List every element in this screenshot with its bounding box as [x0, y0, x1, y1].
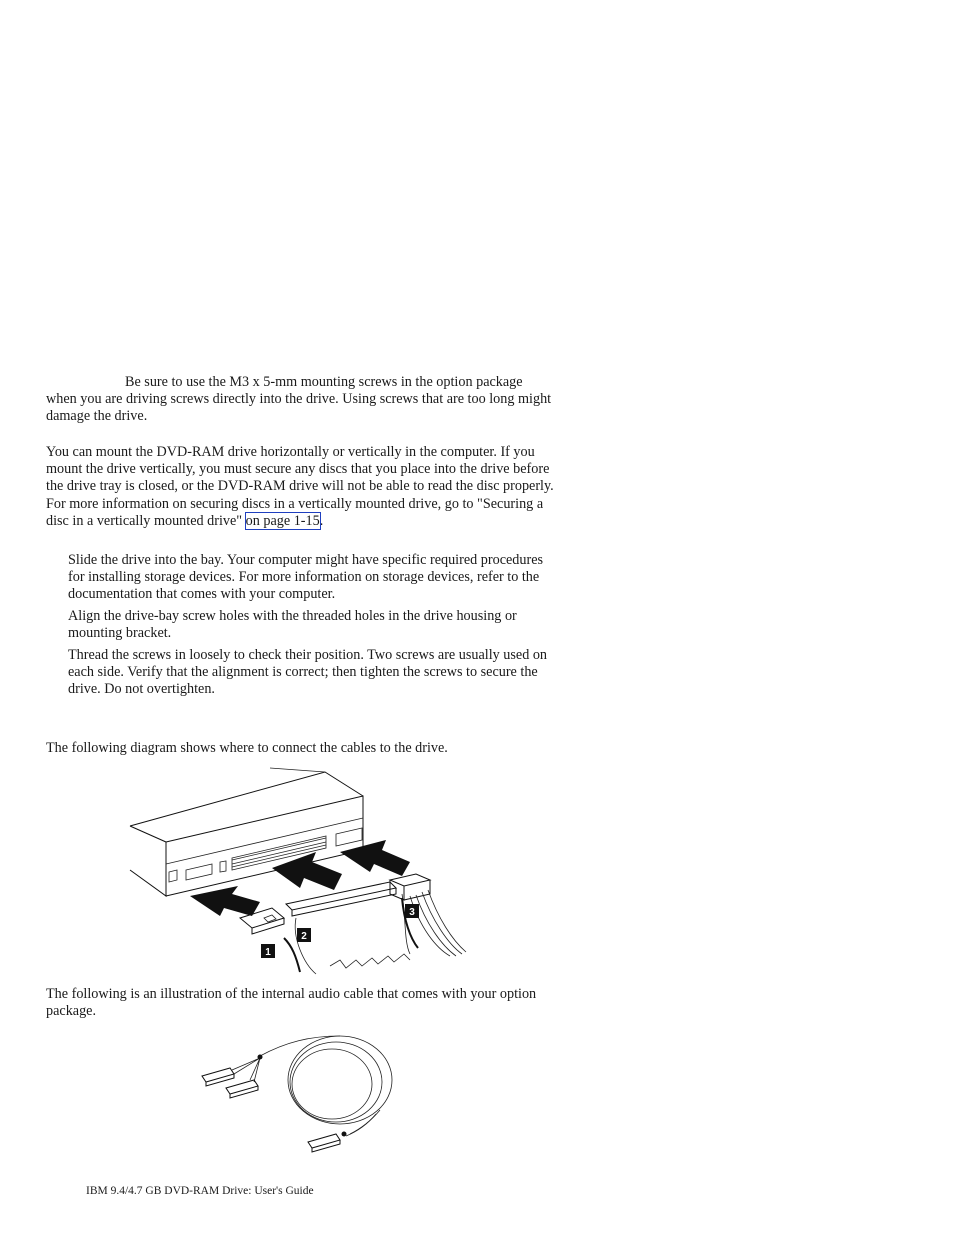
drive-side	[130, 826, 166, 896]
power-wire-3	[422, 892, 462, 954]
connector-a-side	[206, 1074, 234, 1086]
arrow-3-icon	[340, 840, 410, 876]
step-2: Align the drive-bay screw holes with the threaded holes in the drive housing or mounting bracket.	[68, 608, 517, 642]
connector-c-side	[312, 1140, 340, 1152]
power-connector	[336, 828, 362, 846]
connector-b-side	[230, 1086, 258, 1098]
callout-1	[261, 944, 275, 958]
svg-text:1: 1	[265, 947, 271, 958]
audio-intro: The following is an illustration of the internal audio cable that comes with your option package.	[46, 986, 537, 1020]
page-reference-link[interactable]: on page 1-15	[245, 512, 320, 529]
jumper-block	[169, 870, 177, 882]
power-wire-4	[428, 890, 466, 952]
cable-coil-inner	[292, 1049, 372, 1119]
svg-text:2: 2	[301, 931, 307, 942]
cable-coil-middle	[290, 1042, 382, 1122]
mounting-paragraph	[46, 444, 556, 530]
mounting-text: You can mount the DVD-RAM drive horizontally or vertically in the computer. If you mount the drive vertically, you must secure any discs that you place into the drive before the drive tray is closed, or the DVD-RAM drive will not be able to read the disc properly. For more information on securing discs in a vertically mounted drive, go to "Securing a disc in a vertically mounted drive"	[46, 444, 554, 529]
step-3: Thread the screws in loosely to check their position. Two screws are usually used on each side. Verify that the alignment is correct; then tighten the screws to secure the drive. Do not overtighten.	[68, 647, 548, 698]
cable-lead-top	[260, 1036, 340, 1056]
step-1: Slide the drive into the bay. Your computer might have specific required procedures for installing storage devices. For more information on storage devices, refer to the documentation that comes with your computer.	[68, 552, 544, 603]
cables-intro: The following diagram shows where to connect the cables to the drive.	[46, 740, 448, 756]
power-plug-top	[390, 874, 430, 886]
power-wire-2	[416, 895, 456, 956]
jumper-pins	[220, 861, 226, 872]
cable-split-wires	[232, 1058, 260, 1082]
mounting-end: .	[319, 512, 324, 529]
drive-edge	[270, 768, 325, 772]
page-footer: IBM 9.4/4.7 GB DVD-RAM Drive: User's Guide	[86, 1185, 314, 1197]
cable-junction-bottom	[342, 1132, 347, 1137]
arrow-1-icon	[190, 886, 260, 916]
connector-a	[202, 1068, 234, 1082]
connector-b	[226, 1080, 258, 1094]
connector-c	[308, 1134, 340, 1148]
callout-3	[405, 904, 419, 918]
cable-lead-bottom-2	[346, 1114, 376, 1136]
audio-cable-illustration	[190, 1030, 410, 1155]
callout-2	[297, 928, 311, 942]
note-paragraph: Be sure to use the M3 x 5-mm mounting screws in the option package when you are driving screws directly into the drive. Using screws that are too long might damage the drive.	[46, 374, 552, 425]
svg-text:3: 3	[409, 907, 415, 918]
drive-cable-diagram	[120, 768, 480, 978]
cable-junction	[258, 1055, 263, 1060]
ribbon-cut	[330, 954, 410, 968]
drive-top	[130, 772, 363, 826]
audio-connector	[186, 864, 212, 880]
